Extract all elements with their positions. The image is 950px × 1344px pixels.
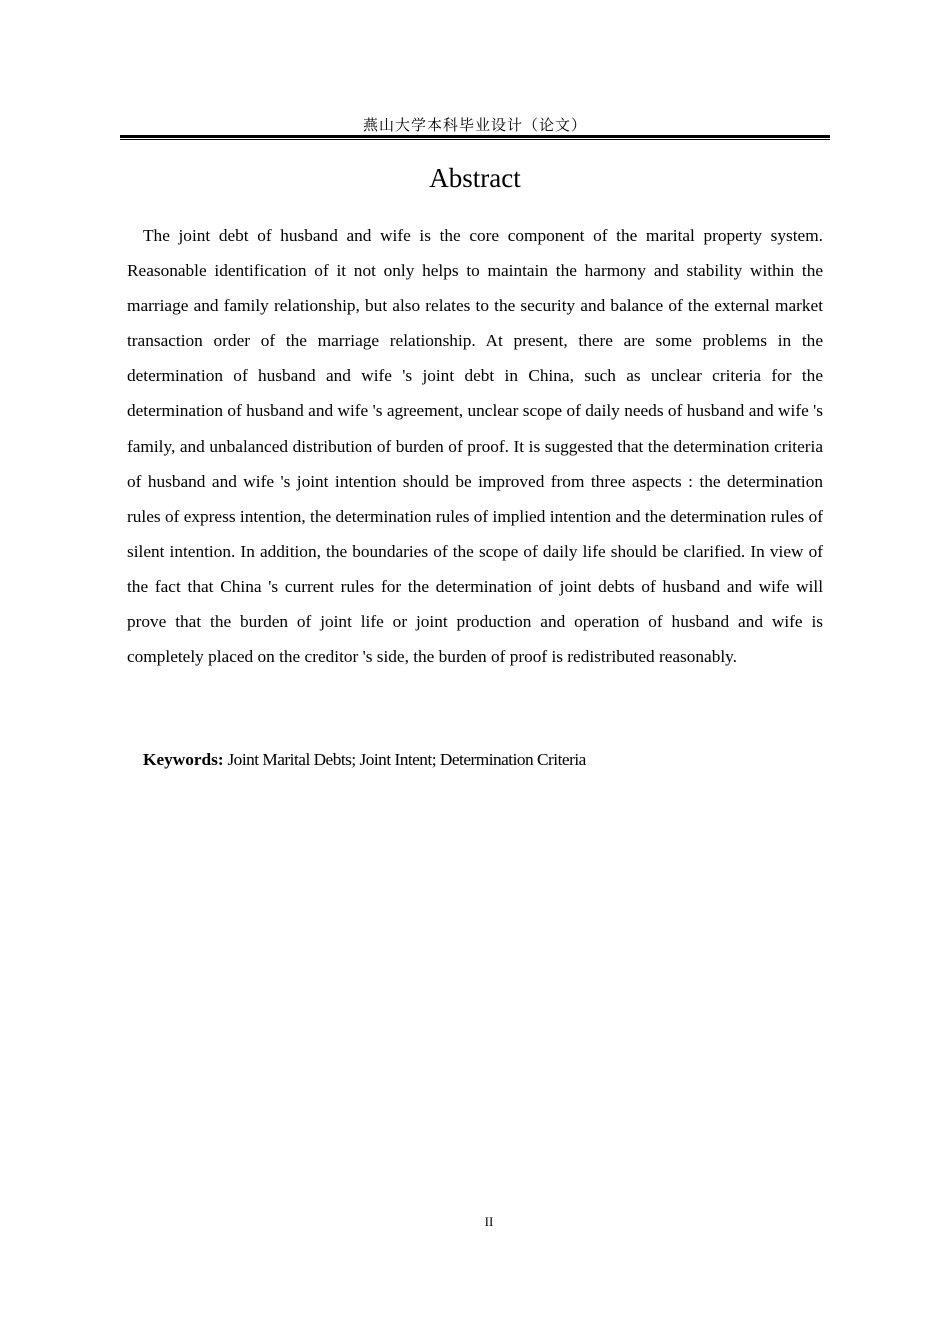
keywords-label: Keywords: xyxy=(143,750,224,769)
abstract-body: The joint debt of husband and wife is the core component of the marital property system. Reasonable identification of it not only helps to maintain the harmony and stability within the marriage and family relationship, but also relates to the security and balance of the external market transaction order of the marriage relationship. At present, there are some problems in the determination of husband and wife 's joint debt in China, such as unclear criteria for the determination of husband and wife 's agreement, unclear scope of daily needs of husband and wife 's family, and unbalanced distribution of burden of proof. It is suggested that the determination criteria of husband and wife 's joint intention should be improved from three aspects : the determination rules of express intention, the determination rules of implied intention and the determination rules of silent intention. In addition, the boundaries of the scope of daily life should be clarified. In view of the fact that China 's current rules for the determination of joint debts of husband and wife will prove that the burden of joint life or joint production and operation of husband and wife is completely placed on the creditor 's side, the burden of proof is redistributed reasonably. xyxy=(127,226,823,667)
keywords-line xyxy=(143,745,823,775)
abstract-title: Abstract xyxy=(429,163,521,193)
keywords-text: Joint Marital Debts; Joint Intent; Determination Criteria xyxy=(223,750,586,769)
header-rule-thick xyxy=(120,135,830,138)
header-rule-thin xyxy=(120,139,830,140)
page-number: II xyxy=(484,1214,494,1229)
running-header: 燕山大学本科毕业设计（论文） xyxy=(362,116,587,134)
